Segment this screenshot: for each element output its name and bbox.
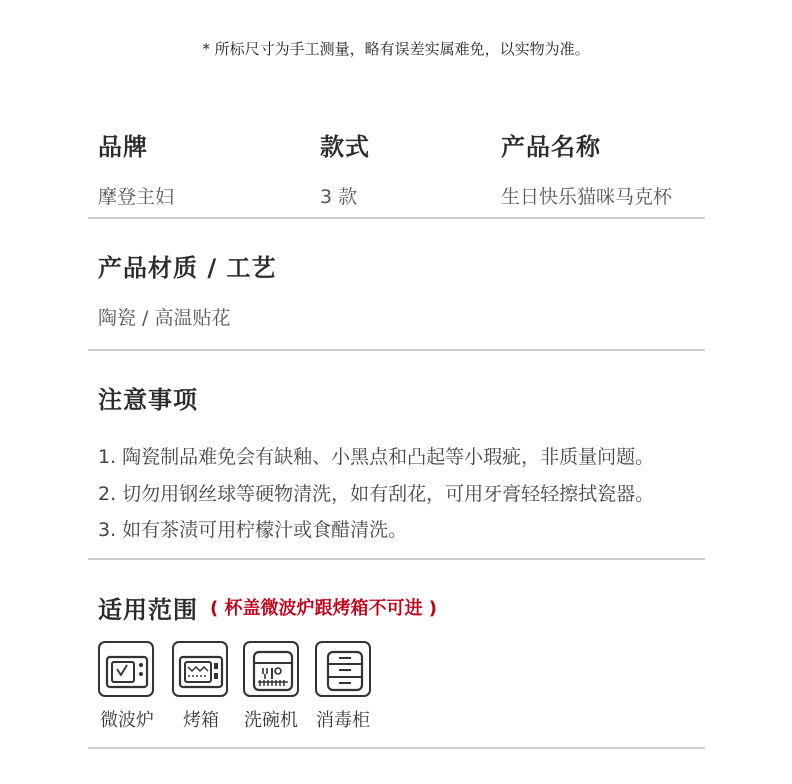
brand-value: 摩登主妇 (98, 186, 175, 208)
microwave-icon (98, 641, 154, 697)
product-name-value: 生日快乐猫咪马克杯 (501, 186, 673, 208)
style-value: 3 款 (320, 186, 358, 208)
measurement-note: * 所标尺寸为手工测量，略有误差实属难免，以实物为准。 (202, 40, 590, 58)
microwave-label: 微波炉 (100, 710, 154, 731)
material-label: 产品材质 / 工艺 (98, 254, 277, 282)
style-label: 款式 (320, 133, 370, 161)
usage-warning: ( 杯盖微波炉跟烤箱不可进 ) (210, 598, 437, 619)
material-value: 陶瓷 / 高温贴花 (98, 307, 231, 329)
divider (88, 217, 705, 219)
care-title: 注意事项 (98, 386, 198, 414)
dishwasher-label: 洗碗机 (244, 710, 298, 731)
oven-icon (172, 641, 228, 697)
divider (88, 558, 705, 560)
care-item: 1. 陶瓷制品难免会有缺釉、小黑点和凸起等小瑕疵，非质量问题。 (98, 446, 655, 468)
divider (88, 747, 705, 749)
sterilizer-icon (315, 641, 371, 697)
brand-label: 品牌 (98, 133, 148, 161)
oven-label: 烤箱 (183, 710, 219, 731)
divider (88, 349, 705, 351)
dishwasher-icon (243, 641, 299, 697)
care-item: 3. 如有茶渍可用柠檬汁或食醋清洗。 (98, 519, 408, 541)
usage-title: 适用范围 (98, 596, 198, 624)
sterilizer-label: 消毒柜 (316, 710, 370, 731)
care-item: 2. 切勿用钢丝球等硬物清洗，如有刮花，可用牙膏轻轻擦拭瓷器。 (98, 483, 655, 505)
product-name-label: 产品名称 (501, 133, 601, 161)
